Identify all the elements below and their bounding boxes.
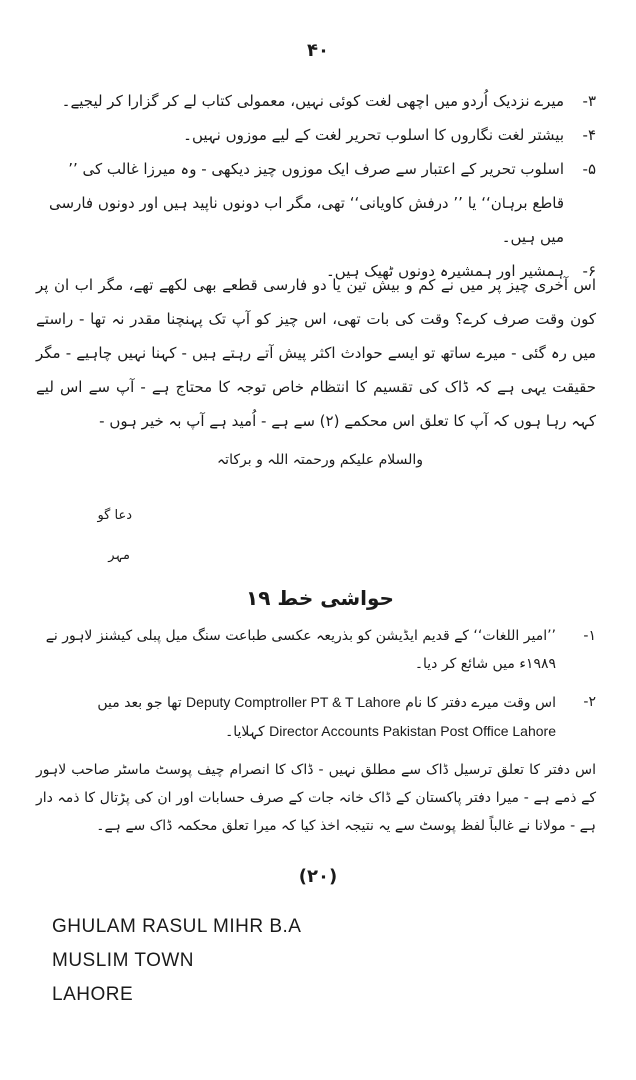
footnote-text-pre: اس وقت میرے دفتر کا نام bbox=[405, 695, 556, 711]
sender-address bbox=[52, 910, 472, 1012]
list-item bbox=[40, 118, 596, 152]
footer-page-number: (۲۰) bbox=[298, 866, 338, 887]
footnote-text: ’’امیر اللغات‘‘ کے قدیم ایڈیشن کو بذریعہ عکسی طباعت سنگ میل پبلی کیشنز لاہور نے ۱۹۸۹ء میں شائع کر دیا۔ bbox=[45, 628, 556, 672]
footnote-number: ۲- bbox=[583, 694, 596, 710]
office-name-english-1: Deputy Comptroller PT & T Lahore bbox=[186, 694, 401, 710]
page-number: ۴۰ bbox=[307, 40, 329, 61]
list-item-number: ۴- bbox=[582, 126, 596, 144]
numbered-list bbox=[40, 84, 596, 288]
footnote-text-post: کہلایا۔ bbox=[225, 724, 265, 740]
list-item-text: بیشتر لغت نگاروں کا اسلوب تحریر لغت کے لیے موزوں نہیں۔ bbox=[183, 126, 564, 144]
closing-salutation: والسلام علیکم ورحمتہ اللہ و برکاتہ bbox=[216, 452, 424, 468]
address-line-name: GHULAM RASUL MIHR B.A bbox=[52, 916, 302, 937]
footnote-continuation: اس دفتر کا تعلق ترسیل ڈاک سے مطلق نہیں - ڈاک کا انصرام چیف پوسٹ ماسٹر صاحب لاہور کے ذمے ہے - میرا دفتر پاکستان کے ڈاک خانہ جات کے صرف حسابات اور ان کی پڑتال کا ذمہ دار ہے - مولانا نے غالباً لفظ پوسٹ سے یہ نتیجہ اخذ کیا کہ میرا تعلق محکمہ ڈاک سے ہے۔ bbox=[36, 762, 596, 834]
office-name-english-2: Director Accounts Pakistan Post Office Lahore bbox=[269, 723, 556, 739]
notes-title: حواشی خط ۱۹ bbox=[246, 586, 394, 610]
list-item bbox=[40, 152, 596, 254]
list-item-text: ہمشیر اور ہمشیرہ دونوں ٹھیک ہیں۔ bbox=[325, 262, 564, 280]
body-paragraph: اس آخری چیز پر میں نے کم و بیش تین یا دو فارسی قطعے بھی لکھے تھے، مگر اب ان پر کون وقت صرف کرے؟ وقت کی بات تھی، اس چیز کو آپ تک پہنچنا مقدر نہ تھا - راستے میں رہ گئی - میرے ساتھ تو ایسے حوادث اکثر پیش آتے رہتے ہیں - کہنا نہیں چاہیے - مگر حقیقت یہی ہے کہ ڈاک کی تقسیم کا انتظام خاص توجہ کا محتاج ہے - آپ سے اس لیے کہہ رہا ہوں کہ آپ کا تعلق اس محکمے (۲) سے ہے - اُمید ہے آپ بہ خیر ہوں - bbox=[36, 276, 596, 430]
list-item-number: ۶- bbox=[582, 262, 596, 280]
list-item-number: ۳- bbox=[582, 92, 596, 110]
footnote-text-mid: تھا جو بعد میں bbox=[97, 695, 182, 711]
list-item-text: میرے نزدیک اُردو میں اچھی لغت کوئی نہیں، معمولی کتاب لے کر گزارا کر لیجیے۔ bbox=[61, 92, 564, 110]
address-line-town: MUSLIM TOWN bbox=[52, 950, 195, 971]
list-item bbox=[40, 84, 596, 118]
signature-dua-go: دعا گو bbox=[97, 508, 132, 523]
footnote-1 bbox=[36, 622, 596, 678]
footnote-2 bbox=[36, 688, 596, 746]
list-item-number: ۵- bbox=[582, 160, 596, 178]
footnote-line bbox=[36, 688, 556, 717]
signature-name: مہر bbox=[108, 548, 130, 563]
list-item-text: اسلوب تحریر کے اعتبار سے صرف ایک موزوں چیز دیکھی - وہ میرزا غالب کی ’’ قاطع برہان‘‘ یا ’’ درفش کاویانی‘‘ تھی، مگر اب دونوں ناپید ہیں اور دونوں فارسی میں ہیں۔ bbox=[49, 160, 564, 246]
footnote-text bbox=[36, 688, 556, 746]
footnote-line bbox=[36, 717, 556, 746]
address-line-city: LAHORE bbox=[52, 984, 134, 1005]
footnote-number: ۱- bbox=[583, 628, 596, 644]
